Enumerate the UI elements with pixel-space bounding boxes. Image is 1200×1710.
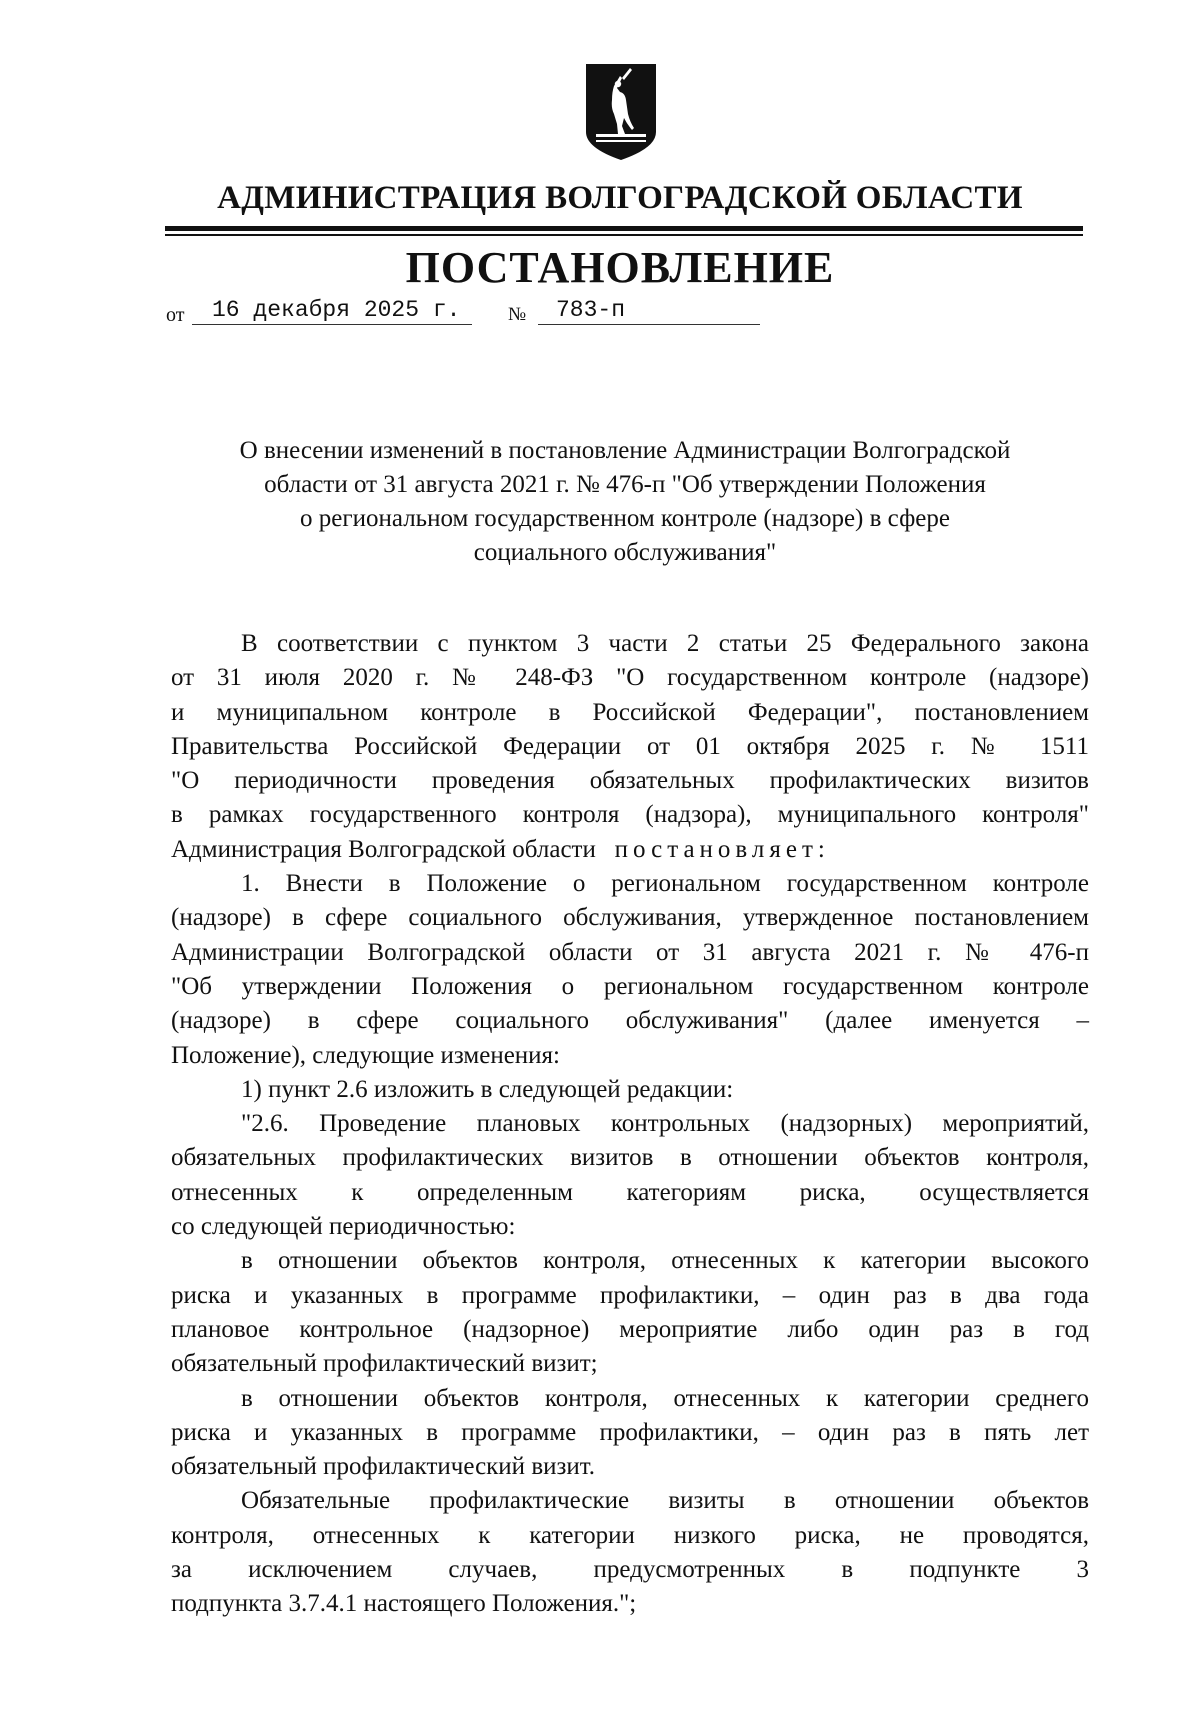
- body-line-resolves: [171, 833, 1089, 867]
- body-line: за исключением случаев, предусмотренных в подпункте 3: [171, 1556, 1089, 1584]
- body-line: подпункта 3.7.4.1 настоящего Положения.";: [171, 1590, 637, 1618]
- header-divider-thin: [165, 234, 1083, 236]
- body-line: контроля, отнесенных к категории низкого риска, не проводятся,: [171, 1521, 1089, 1549]
- document-number: 783-п: [538, 296, 760, 325]
- body-line: риска и указанных в программе профилактики, – один раз в два года: [171, 1281, 1089, 1309]
- body-line: обязательных профилактических визитов в отношении объектов контроля,: [171, 1144, 1089, 1172]
- organization-title: АДМИНИСТРАЦИЯ ВОЛГОГРАДСКОЙ ОБЛАСТИ: [217, 180, 1023, 216]
- date-prefix: от: [166, 304, 185, 326]
- body-line: (надзоре) в сфере социального обслуживания, утвержденное постановлением: [171, 904, 1089, 932]
- body-line: "2.6. Проведение плановых контрольных (надзорных) мероприятий,: [241, 1110, 1089, 1138]
- date-number-line: [166, 296, 766, 330]
- body-line: и муниципальном контроле в Российской Федерации", постановлением: [171, 698, 1089, 726]
- header-divider-thick: [165, 226, 1083, 231]
- body-line: в отношении объектов контроля, отнесенных к категории высокого: [241, 1247, 1089, 1275]
- subject-line: О внесении изменений в постановление Администрации Волгоградской: [239, 437, 1011, 464]
- subject-line: социального обслуживания": [473, 539, 777, 566]
- body-line: в отношении объектов контроля, отнесенных к категории среднего: [241, 1384, 1089, 1412]
- resolves-subject: Администрация Волгоградской области: [171, 835, 596, 863]
- body-line: от 31 июля 2020 г. № 248-ФЗ "О государственном контроле (надзоре): [171, 664, 1089, 692]
- body-line: В соответствии с пунктом 3 части 2 статьи 25 Федерального закона: [241, 630, 1089, 657]
- document-subject: [170, 434, 1080, 570]
- body-line: Положение), следующие изменения:: [171, 1041, 561, 1069]
- document-body: [171, 627, 1089, 1622]
- subject-line: о региональном государственном контроле (надзоре) в сфере: [300, 505, 950, 532]
- body-line: обязательный профилактический визит;: [171, 1350, 598, 1378]
- body-line: в рамках государственного контроля (надзора), муниципального контроля": [171, 801, 1089, 829]
- body-line: 1. Внести в Положение о региональном государственном контроле: [241, 870, 1089, 898]
- body-line: со следующей периодичностью:: [171, 1213, 516, 1241]
- document-date: 16 декабря 2025 г.: [192, 296, 472, 325]
- subject-line: области от 31 августа 2021 г. № 476-п "Об утверждении Положения: [264, 471, 986, 498]
- body-line: 1) пункт 2.6 изложить в следующей редакции:: [241, 1075, 734, 1103]
- body-line: плановое контрольное (надзорное) мероприятие либо один раз в год: [171, 1315, 1089, 1343]
- body-line: Обязательные профилактические визиты в отношении объектов: [241, 1487, 1089, 1515]
- document-type-title: ПОСТАНОВЛЕНИЕ: [405, 243, 835, 292]
- body-line: отнесенных к определенным категориям риска, осуществляется: [171, 1178, 1089, 1206]
- body-line: Администрации Волгоградской области от 31 августа 2021 г. № 476-п: [171, 938, 1089, 966]
- resolves-verb: постановляет:: [614, 835, 830, 863]
- body-line: "О периодичности проведения обязательных профилактических визитов: [171, 767, 1089, 795]
- motherland-calls-emblem-icon: [584, 62, 658, 162]
- body-line: Правительства Российской Федерации от 01 октября 2025 г. № 1511: [171, 732, 1089, 760]
- body-line: риска и указанных в программе профилактики, – один раз в пять лет: [171, 1418, 1089, 1446]
- coat-of-arms-emblem: [584, 62, 658, 162]
- number-prefix: №: [508, 304, 527, 325]
- body-line: (надзоре) в сфере социального обслуживания" (далее именуется –: [171, 1007, 1089, 1035]
- body-line: "Об утверждении Положения о региональном государственном контроле: [171, 972, 1089, 1000]
- body-line: обязательный профилактический визит.: [171, 1453, 596, 1481]
